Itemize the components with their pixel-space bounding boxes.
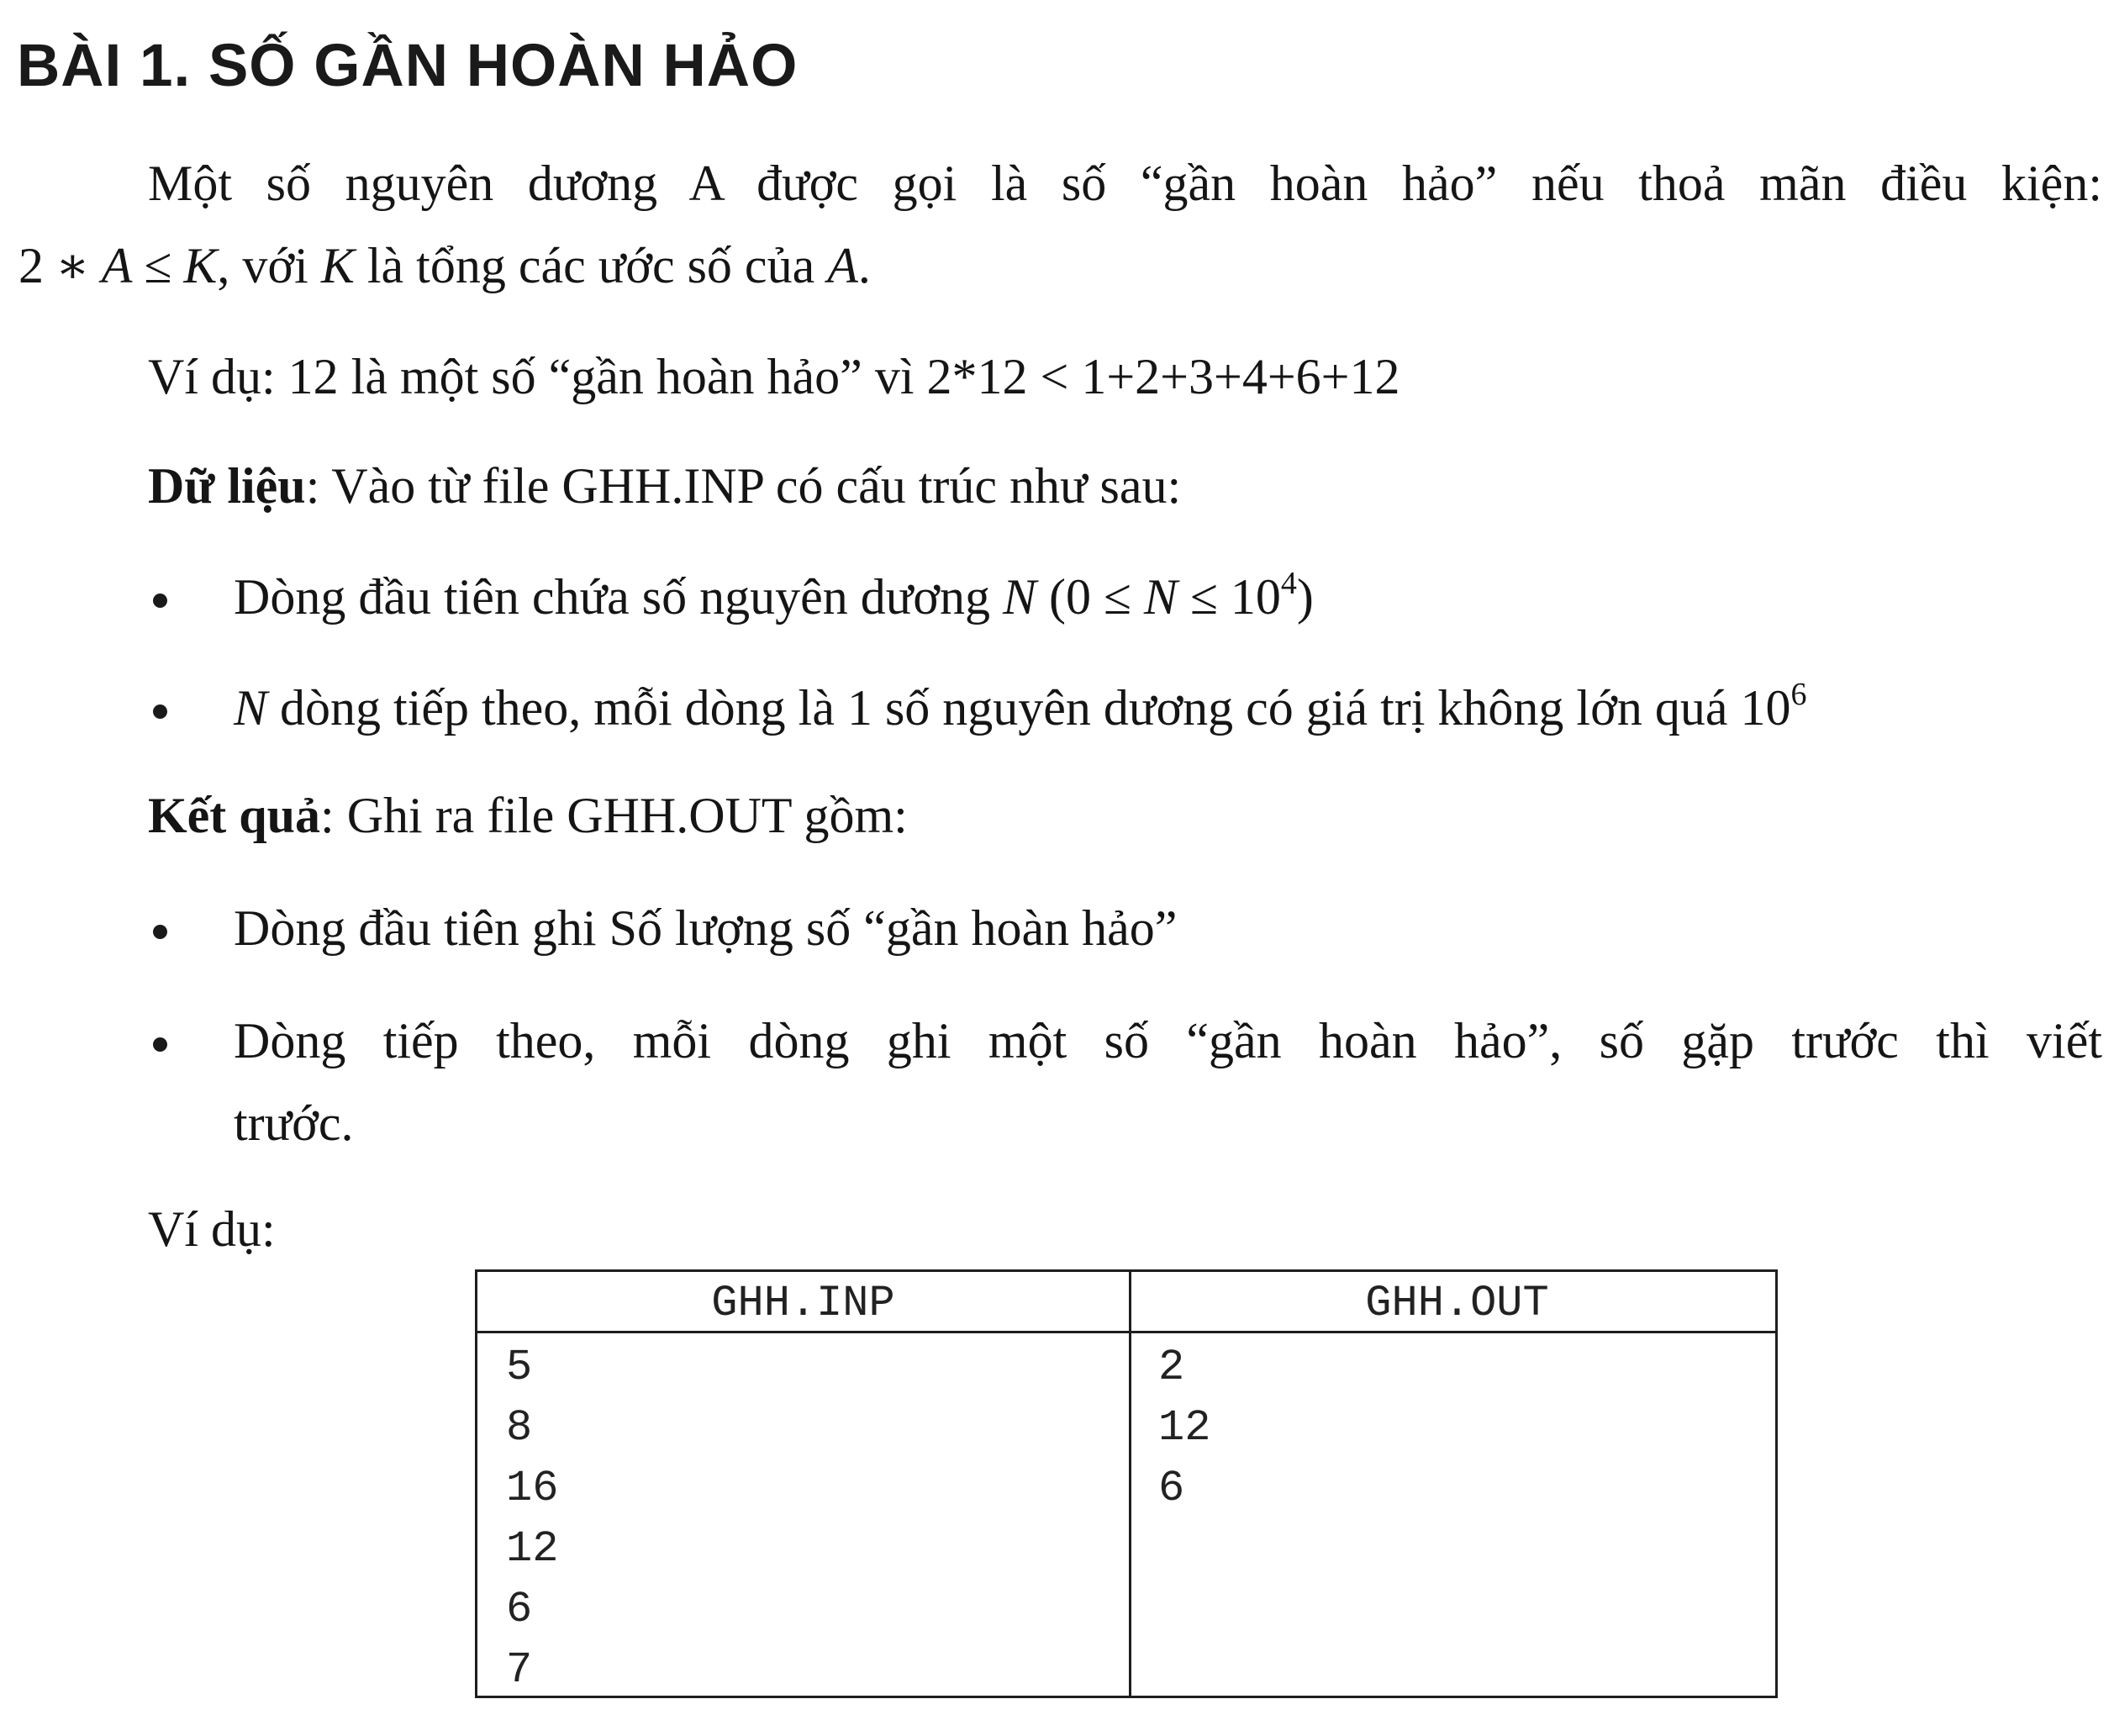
definition-line-2 xyxy=(18,240,871,291)
input-bullet-1-close: ) xyxy=(1296,569,1314,625)
problem-title: BÀI 1. SỐ GẦN HOÀN HẢO xyxy=(17,33,799,99)
input-bullet-1-range-a: (0 ≤ xyxy=(1036,569,1144,625)
formula-k: K xyxy=(183,238,218,293)
definition-k: K xyxy=(320,238,355,293)
table-column-divider xyxy=(1129,1272,1131,1696)
input-row: 8 xyxy=(506,1403,533,1453)
output-row: 12 xyxy=(1158,1403,1211,1453)
input-row: 12 xyxy=(506,1524,559,1574)
definition-a: A xyxy=(827,238,858,293)
input-row: 16 xyxy=(506,1464,559,1513)
output-row: 2 xyxy=(1158,1343,1185,1392)
table-header-divider xyxy=(477,1331,1775,1333)
example-label: Ví dụ: xyxy=(148,1201,276,1257)
table-header-output: GHH.OUT xyxy=(1365,1279,1549,1328)
formula-a: A xyxy=(101,238,133,293)
bullet-dot xyxy=(153,594,167,608)
formula-times: ∗ xyxy=(55,238,90,293)
input-bullet-1-n: N xyxy=(1002,569,1036,625)
definition-line-1 xyxy=(148,156,2102,211)
definition-tail-a: , với xyxy=(217,238,321,293)
output-heading xyxy=(148,790,908,841)
input-row: 7 xyxy=(506,1645,533,1695)
output-column xyxy=(1158,1338,1210,1519)
input-bullet-1 xyxy=(234,566,1314,625)
formula-leq: ≤ xyxy=(144,238,172,293)
definition-text: Một số nguyên dương A được gọi là số “gần hoàn hảo” nếu thoả mãn điều kiện: xyxy=(148,156,2102,211)
input-bullet-2-exponent: 6 xyxy=(1790,677,1807,712)
input-bullet-2-text: dòng tiếp theo, mỗi dòng là 1 số nguyên dương có giá trị không lớn quá 10 xyxy=(267,680,1791,736)
output-description: : Ghi ra file GHH.OUT gồm: xyxy=(320,788,908,843)
io-example-table xyxy=(475,1269,1778,1698)
input-bullet-1-exponent: 4 xyxy=(1280,566,1297,601)
definition-tail-b: là tổng các ước số của xyxy=(354,238,828,293)
example-sentence: Ví dụ: 12 là một số “gần hoàn hảo” vì 2*12 < 1+2+3+4+6+12 xyxy=(148,349,1400,404)
input-description: : Vào từ file GHH.INP có cấu trúc như sau: xyxy=(305,458,1182,514)
input-bullet-1-range-b: ≤ 10 xyxy=(1177,569,1281,625)
bullet-dot xyxy=(153,925,167,939)
output-label: Kết quả xyxy=(148,788,321,843)
input-bullet-2-n: N xyxy=(234,680,268,736)
output-bullet-2-line-1 xyxy=(234,1013,2102,1069)
input-bullet-1-range-n: N xyxy=(1143,569,1178,625)
input-column xyxy=(506,1338,558,1701)
bullet-dot xyxy=(153,704,167,719)
formula-two: 2 xyxy=(18,238,44,293)
output-bullet-2-line-2: trước. xyxy=(234,1095,354,1151)
output-row: 6 xyxy=(1158,1464,1185,1513)
output-bullet-1: Dòng đầu tiên ghi Số lượng số “gần hoàn hảo” xyxy=(234,900,1178,956)
bullet-dot xyxy=(153,1037,167,1052)
input-row: 5 xyxy=(506,1343,533,1392)
table-header-input: GHH.INP xyxy=(711,1279,895,1328)
input-row: 6 xyxy=(506,1585,533,1634)
input-bullet-1-text: Dòng đầu tiên chứa số nguyên dương xyxy=(234,569,1003,625)
output-bullet-2-text: Dòng tiếp theo, mỗi dòng ghi một số “gần hoàn hảo”, số gặp trước thì viết xyxy=(234,1013,2102,1069)
definition-end: . xyxy=(857,238,871,293)
input-bullet-2 xyxy=(234,677,1807,736)
input-label: Dữ liệu xyxy=(148,458,306,514)
input-heading xyxy=(148,458,1182,514)
